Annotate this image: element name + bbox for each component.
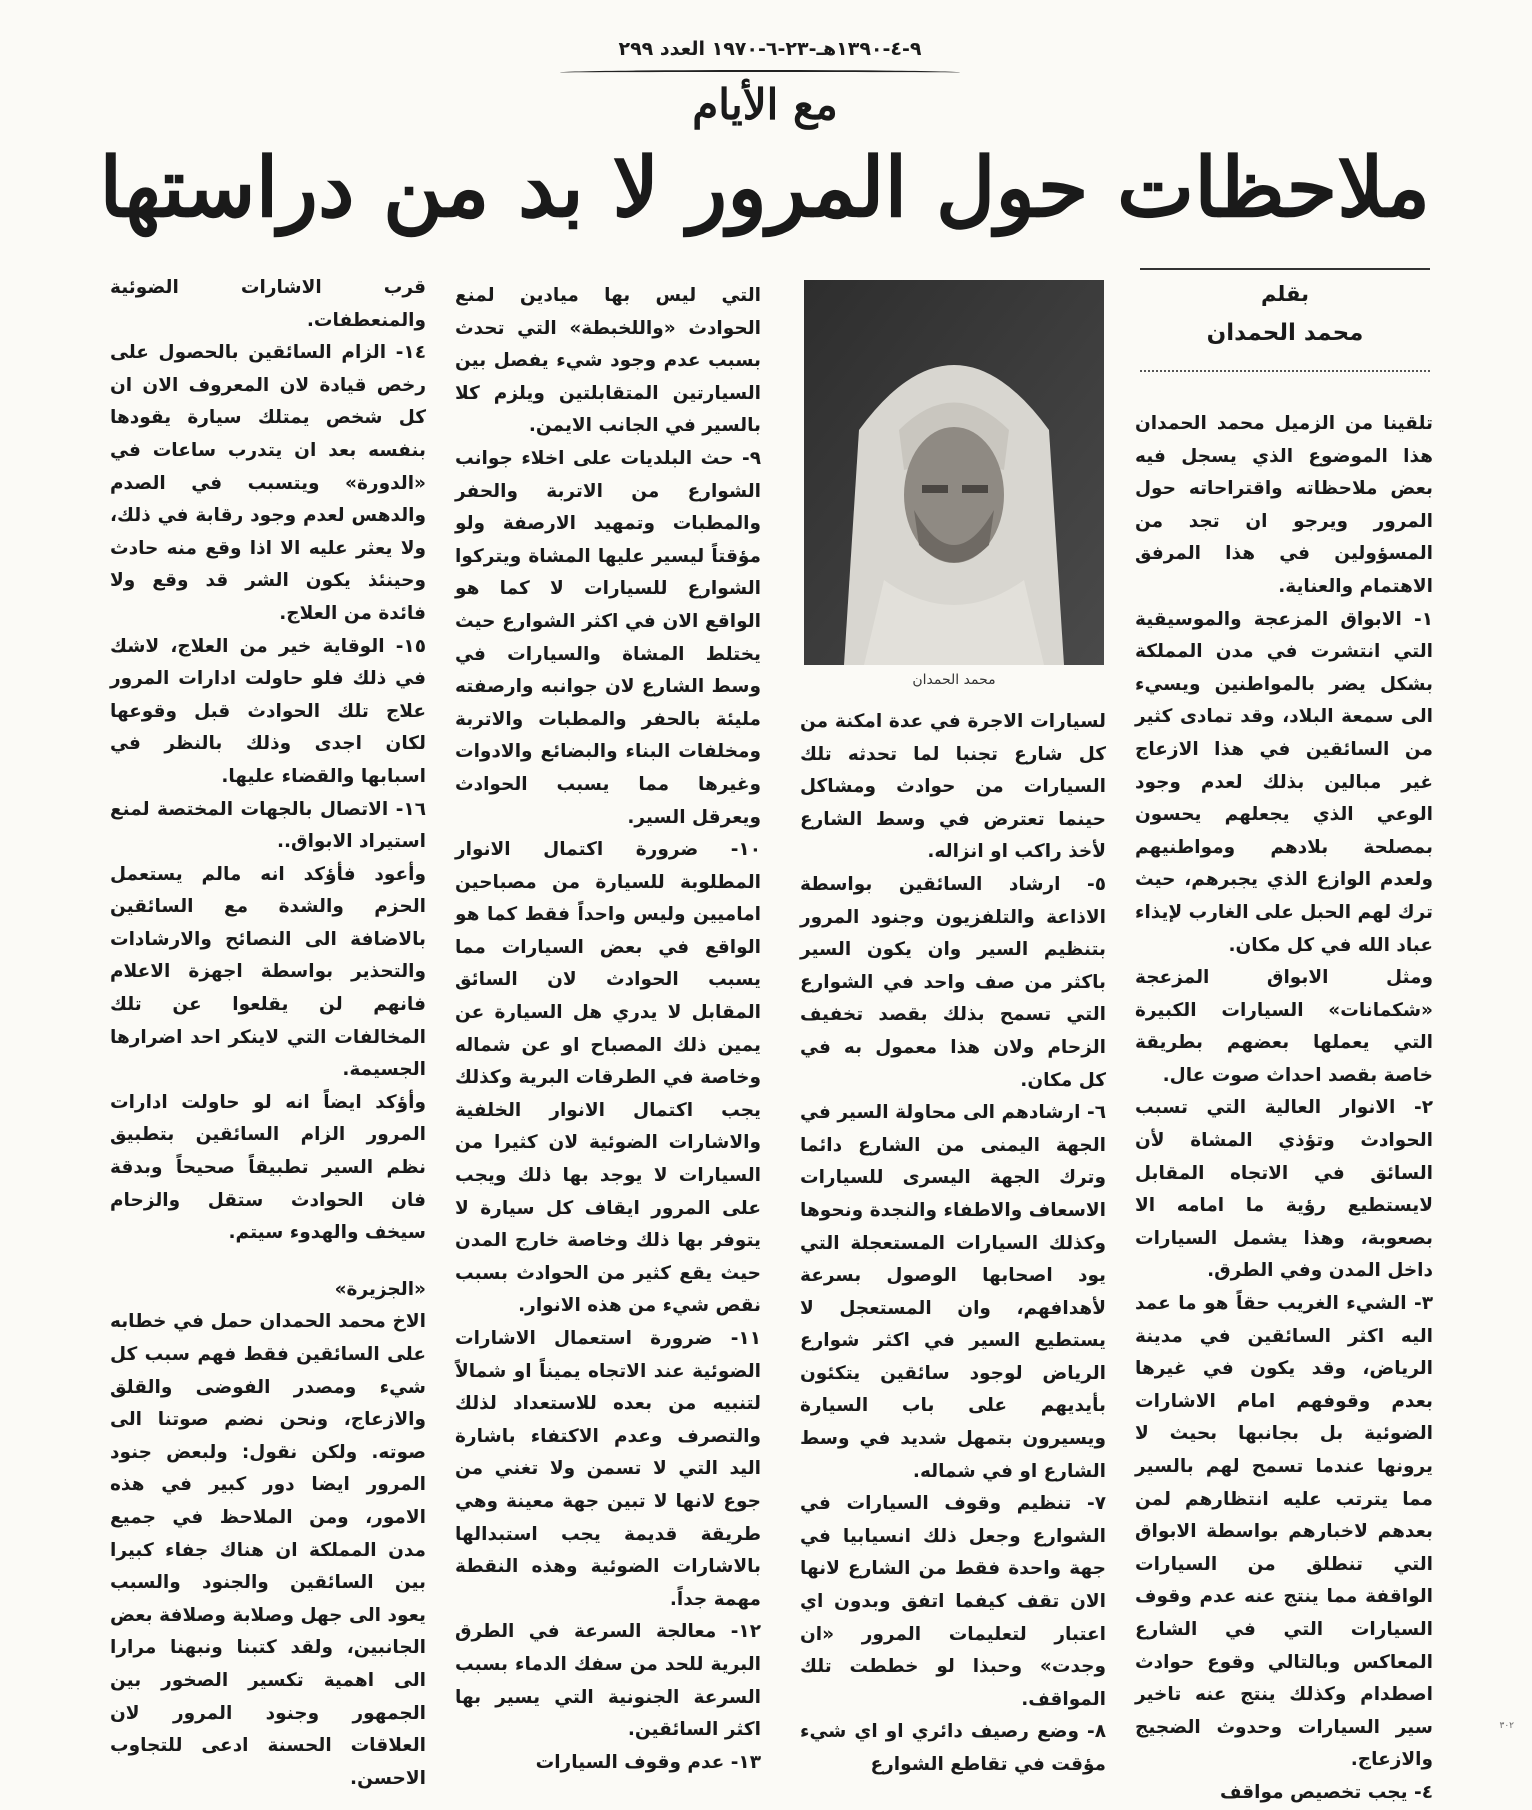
paragraph: وأؤكد ايضاً انه لو حاولت ادارات المرور الزام السائقين بتطبيق نظم السير تطبيقاً صحيحاً وبدقة فان الحوادث ستقل والزحام سيخف والهدوء سيتم. xyxy=(110,1091,426,1244)
paragraph: ٣- الشيء الغريب حقاً هو ما عمد اليه اكثر السائقين في مدينة الرياض، وقد يكون في غيرها بعدم وقوفهم امام الاشارات الضوئية بل بجانبها بحيث لا يرونها عندما تسمح لهم بالسير مما يترتب عليه انتظارهم لمن بعدهم لاخبارهم بواسطة الابواق التي تنطلق من السيارات الواقفة مما ينتج عنه عدم وقوف السيارات التي في الشارع المعاكس وبالتالي وقوع حوادث اصطدام وكذلك ينتج عنه تاخير سير السيارات وحدوث الضجيج والازعاج. xyxy=(1135,1293,1433,1771)
paragraph: ١٠- ضرورة اكتمال الانوار المطلوبة للسيارة من مصباحين اماميين وليس واحداً فقط كما هو الواقع في بعض السيارات مما يسبب الحوادث لان السائق المقابل لا يدري هل السيارة عن يمين ذلك المصباح او عن شماله وخاصة في الطرقات البرية وكذلك يجب اكتمال الانوار الخلفية والاشارات الضوئية لان كثيرا من السيارات لا يوجد بها ذلك ويجب على المرور ايقاف كل سيارة لا يتوفر بها ذلك وخاصة خارج المدن حيث يقع كثير من الحوادث بسبب نقص شيء من هذه الانوار. xyxy=(455,839,761,1317)
byline-label: بقلم xyxy=(1260,282,1310,306)
paragraph: ١٦- الاتصال بالجهات المختصة لمنع استيراد الابواق.. xyxy=(110,798,426,853)
paragraph: لسيارات الاجرة في عدة امكنة من كل شارع تجنبا لما تحدثه تلك السيارات من حوادث ومشاكل حينما تعترض في وسط الشارع لأخذ راكب او انزاله. xyxy=(800,711,1106,863)
paragraph: ٥- ارشاد السائقين بواسطة الاذاعة والتلفزيون وجنود المرور بتنظيم السير وان يكون السير باكثر من صف واحد في الشوارع التي تسمح بذلك بقصد تخفيف الزحام ولان هذا معمول به في كل مكان. xyxy=(800,873,1106,1091)
photo-caption: محمد الحمدان xyxy=(912,672,996,688)
paragraph: ٩- حث البلديات على اخلاء جوانب الشوارع من الاتربة والحفر والمطبات وتمهيد الارصفة ولو مؤقتاً ليسير عليها المشاة ويتركوا الشوارع للسيارات لا كما هو الواقع الان في اكثر الشوارع حيث يختلط المشاة والسيارات في وسط الشارع لان جوانبه وارصفته مليئة بالحفر والمطبات والاتربة ومخلفات البناء والبضائع والادوات وغيرها مما يسبب الحوادث ويعرقل السير. xyxy=(455,447,761,828)
paragraph: ٤- يجب تخصيص مواقف xyxy=(1220,1781,1433,1803)
paragraph: قرب الاشارات الضوئية والمنعطفات. xyxy=(110,277,426,331)
paragraph: ٢- الانوار العالية التي تسبب الحوادث وتؤذي المشاة لأن السائق في الاتجاه المقابل لايستطيع رؤية ما امامه الا بصعوبة، وهذا يشمل السيارات داخل المدن وفي الطرق. xyxy=(1135,1097,1433,1282)
page-edge-mark: ٣٠٢ xyxy=(1499,1721,1514,1731)
article-column-2 xyxy=(800,706,1106,1775)
paragraph: وأعود فأؤكد انه مالم يستعمل الحزم والشدة مع السائقين بالاضافة الى النصائح والارشادات والتحذير بواسطة اجهزة الاعلام فانهم لن يقلعوا عن تلك المخالفات التي لاينكر احد اضرارها الجسيمة. xyxy=(110,863,426,1081)
paragraph: ٧- تنظيم وقوف السيارات في الشوارع وجعل ذلك انسيابيا في جهة واحدة فقط من الشارع لانها الان تقف كيفما اتفق وبدون اي اعتبار لتعليمات المرور «ان وجدت» وحبذا لو خططت تلك المواقف. xyxy=(800,1493,1106,1710)
article-column-3 xyxy=(455,280,761,1773)
byline-rule xyxy=(1140,370,1430,372)
dateline: ٩-٤-١٣٩٠هـ-٢٣-٦-١٩٧٠ العدد ٢٩٩ xyxy=(618,38,922,60)
paragraph: التي ليس بها ميادين لمنع الحوادث «واللخبطة» التي تحدث بسبب عدم وجود شيء يفصل بين السيارتين المتقابلتين ويلزم كلا بالسير في الجانب الايمن. xyxy=(455,285,761,437)
paragraph: تلقينا من الزميل محمد الحمدان هذا الموضوع الذي يسجل فيه بعض ملاحظاته واقتراحاته حول المرور ويرجو ان تجد من المسؤولين في هذا المرفق الاهتمام والعناية. xyxy=(1135,413,1433,597)
paragraph: ٨- وضع رصيف دائري او اي شيء مؤقت في تقاطع الشوارع xyxy=(800,1721,1106,1775)
headline: ملاحظات حول المرور لا بد من دراستها xyxy=(99,140,1430,236)
paragraph: ١٢- معالجة السرعة في الطرق البرية للحد من سفك الدماء بسبب السرعة الجنونية التي يسير بها اكثر السائقين. xyxy=(455,1621,761,1741)
author-photo xyxy=(804,280,1104,665)
paragraph: ١- الابواق المزعجة والموسيقية التي انتشرت في مدن المملكة بشكل يضر بالمواطنين ويسيء الى سمعة البلاد، وقد تمادى كثير من السائقين في هذا الازعاج غير مبالين بذلك لعدم وجود الوعي الذي يجعلهم يحسون بمصلحة بلادهم ومواطنيهم ولعدم الوازع الذي يجبرهم، حيث ترك لهم الحبل على الغارب لإيذاء عباد الله في كل مكان. xyxy=(1135,608,1433,956)
editor-reply: الاخ محمد الحمدان حمل في خطابه على السائقين فقط فهم سبب كل شيء ومصدر الفوضى والقلق والازعاج، ونحن نضم صوتنا الى صوته. ولكن نقول: ولبعض جنود المرور ايضا دور كبير في هذه الامور، ومن الملاحظ في جميع مدن المملكة ان هناك جفاء كبيرا بين السائقين والجنود والسبب يعود الى جهل وصلابة وصلافة بعض الجانبين، ولقد كتبنا ونبهنا مرارا الى اهمية تكسير الصخور بين الجمهور وجنود المرور لان العلاقات الحسنة ادعى للتجاوب الاحسن. xyxy=(110,1311,426,1789)
article-column-4 xyxy=(110,272,426,1789)
paragraph: ١٤- الزام السائقين بالحصول على رخص قيادة لان المعروف الان ان كل شخص يمتلك سيارة يقودها بنفسه بعد ان يتدرب ساعات في «الدورة» ويتسبب في الصدم والدهس لعدم وجود رقابة في ذلك، ولا يعثر عليه الا اذا وقع منه حادث وحينئذ يكون الشر قد وقع ولا فائدة من العلاج. xyxy=(110,342,426,624)
byline-name: محمد الحمدان xyxy=(1206,320,1364,346)
paragraph: ومثل الابواق المزعجة «شكمانات» السيارات الكبيرة التي يعملها بعضهم بطريقة خاصة بقصد احداث صوت عال. xyxy=(1135,967,1433,1086)
article-column-1 xyxy=(1135,408,1433,1803)
dateline-rule xyxy=(560,70,960,75)
paragraph: ٦- ارشادهم الى محاولة السير في الجهة اليمنى من الشارع دائما وترك الجهة اليسرى للسيارات الاسعاف والاطفاء والنجدة ونحوها وكذلك السيارات المستعجلة التي يود اصحابها الوصول بسرعة لأهدافهم، وان المستعجل لا يستطيع السير في اكثر شوارع الرياض لوجود سائقين يتكئون بأيديهم على باب السيارة ويسيرون بتمهل شديد في وسط الشارع او في شماله. xyxy=(800,1102,1106,1482)
paragraph: ١٥- الوقاية خير من العلاج، لاشك في ذلك فلو حاولت ادارات المرور علاج تلك الحوادث قبل وقوعها لكان اجدى وذلك بالنظر في اسبابها والقضاء عليها. xyxy=(110,635,426,787)
byline xyxy=(1140,268,1430,372)
source-label: «الجزيرة» xyxy=(334,1278,426,1300)
paragraph: ١٣- عدم وقوف السيارات xyxy=(535,1751,761,1773)
section-title: مع الأيام xyxy=(692,80,838,129)
paragraph: ١١- ضرورة استعمال الاشارات الضوئية عند الاتجاه يميناً او شمالاً لتنبيه من بعده للاستعداد لذلك والتصرف وعدم الاكتفاء باشارة اليد التي لا تسمن ولا تغني من جوع لانها لا تبين جهة معينة وهي طريقة قديمة يجب استبدالها بالاشارات الضوئية وهذه النقطة مهمة جداً. xyxy=(455,1328,761,1610)
